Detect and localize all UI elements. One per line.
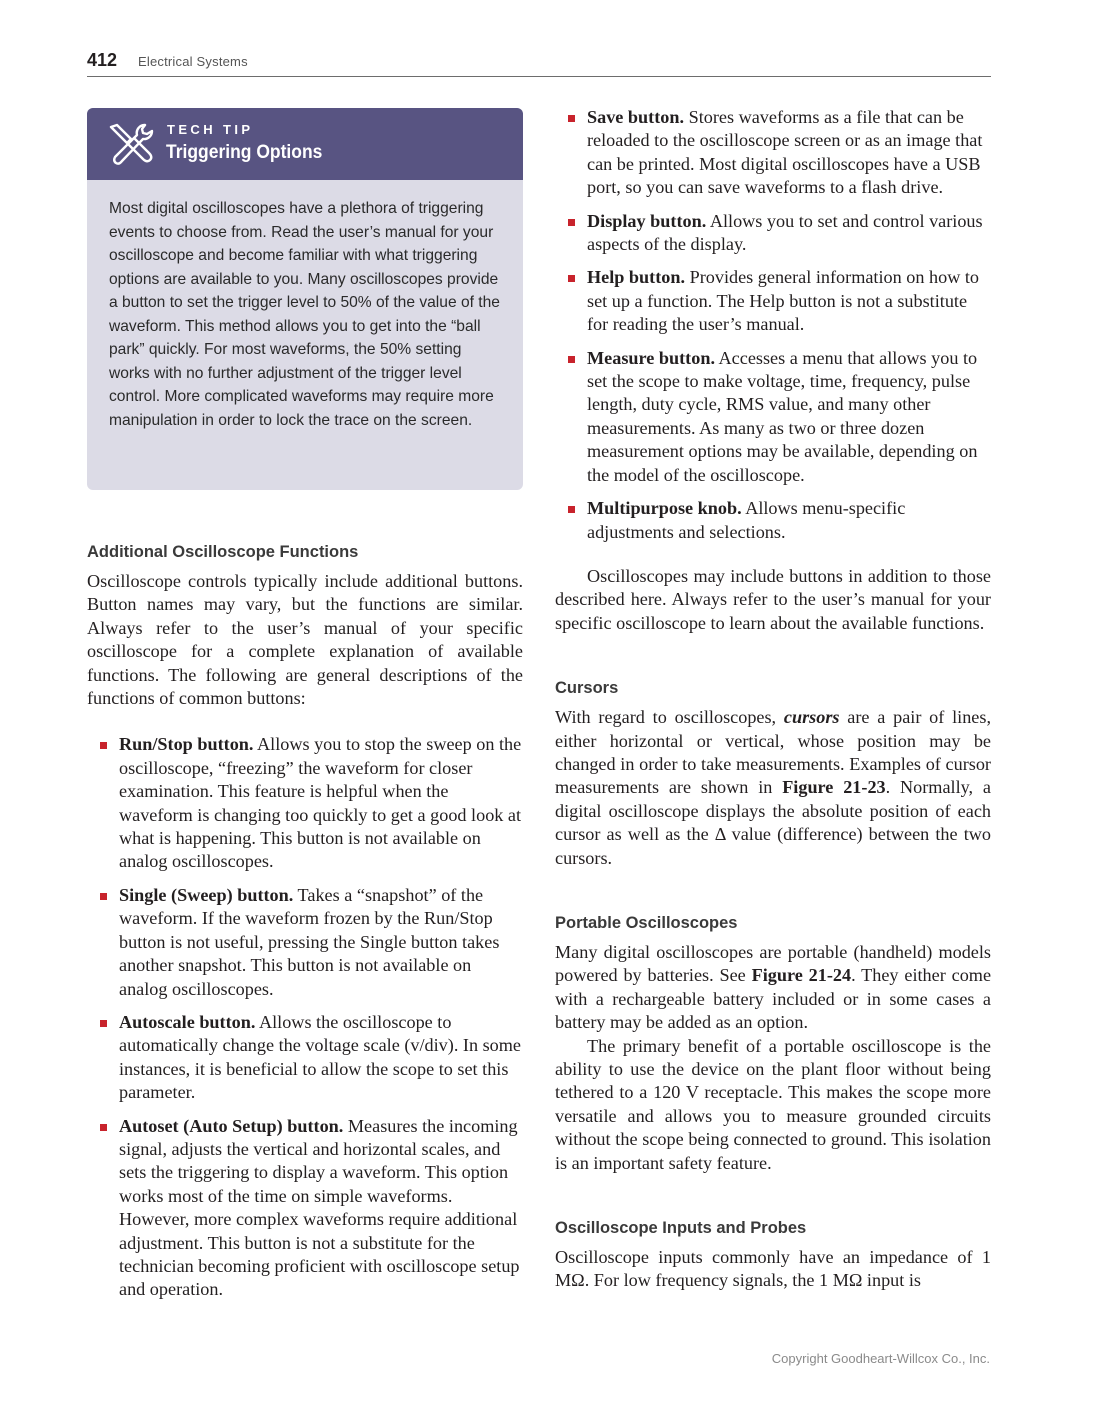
figure-ref-21-23: Figure 21-23 (782, 777, 886, 798)
portable-paragraph-2: The primary benefit of a portable oscilloscope is the ability to use the device on the plant floor without being tethered to a 120 V receptacle. This makes the scope more versatile and allows you to measure grounded circuits without the scope being connected to ground. This isolation is an important safety feature. (555, 1035, 991, 1173)
list-item: Save button. Stores waveforms as a file that can be reloaded to the oscilloscope screen or as an image that can be printed. Most digital oscilloscopes have a USB port, so you can save waveforms to a flash drive. (555, 106, 991, 200)
heading-additional-functions: Additional Oscilloscope Functions (87, 543, 359, 561)
tech-tip-title: Triggering Options (166, 142, 323, 163)
additional-functions-intro: Oscilloscope controls typically include additional buttons. Button names may vary, but the functions are similar. Always refer to the user’s manual of your specific oscilloscope for a complete explanation of available functions. The following are general descriptions of the functions of common buttons: (87, 571, 523, 709)
bullet-square (568, 219, 575, 226)
bullet-square (100, 893, 107, 900)
bullet-square (568, 506, 575, 513)
tech-tip-box (87, 108, 523, 490)
list-item: Help button. Provides general information on how to set up a function. The Help button is not a substitute for reading the user’s manual. (555, 266, 991, 336)
tech-tip-header (87, 108, 523, 180)
tools-icon (107, 121, 155, 169)
heading-portable: Portable Oscilloscopes (555, 913, 738, 932)
inputs-paragraph: Oscilloscope inputs commonly have an impedance of 1 MΩ. For low frequency signals, the 1 MΩ input is (555, 1247, 991, 1291)
portable-paragraph-1: Many digital oscilloscopes are portable (handheld) models powered by batteries. See Figure 21-24. They either come with a rechargeable battery included or in some cases a battery may be added as an option. (555, 941, 992, 1033)
list-item: Autoscale button. Allows the oscilloscope to automatically change the voltage scale (v/div). In some instances, it is beneficial to allow the scope to set this parameter. (87, 1011, 523, 1105)
list-item: Multipurpose knob. Allows menu-specific adjustments and selections. (555, 497, 991, 544)
tech-tip-kicker: TECH TIP (167, 122, 254, 137)
list-item: Display button. Allows you to set and control various aspects of the display. (555, 210, 991, 257)
left-column (87, 108, 523, 1312)
running-header (87, 50, 991, 77)
bullet-square (100, 1020, 107, 1027)
list-item: Single (Sweep) button. Takes a “snapshot” of the waveform. If the waveform frozen by the Run/Stop button is not useful, pressing the Single button takes another snapshot. This button is not available on analog oscilloscopes. (87, 884, 523, 1001)
bullet-square (568, 115, 575, 122)
bullet-square (568, 356, 575, 363)
page-number: 412 (87, 50, 118, 70)
copyright-footer: Copyright Goodheart-Willcox Co., Inc. (771, 1351, 990, 1366)
list-item: Run/Stop button. Allows you to stop the sweep on the oscilloscope, “freezing” the waveform for closer examination. This feature is helpful when the waveform is changing too quickly to get a good look at what is happening. This button is not available on analog oscilloscopes. (87, 733, 523, 873)
cursors-paragraph: With regard to oscilloscopes, cursors are a pair of lines, either horizontal or vertical, whose position may be changed in order to take measurements. Examples of cursor measurements are shown in Figure 21-23. Normally, a digital oscilloscope displays the absolute position of each cursor as well as the Δ value (difference) between the two cursors. (555, 707, 991, 868)
term-cursors: cursors (783, 707, 840, 728)
button-list-left (87, 733, 523, 1301)
bullet-square (568, 275, 575, 282)
heading-inputs-probes: Oscilloscope Inputs and Probes (555, 1219, 807, 1238)
right-column (555, 106, 991, 1293)
list-item: Measure button. Accesses a menu that allows you to set the scope to make voltage, time, frequency, pulse length, duty cycle, RMS value, and many other measurements. As many as two or three dozen measurement options may be available, depending on the model of the oscilloscope. (555, 347, 991, 487)
section-name: Electrical Systems (138, 54, 248, 69)
bullet-square (100, 1124, 107, 1131)
additional-functions-closing: Oscilloscopes may include buttons in addition to those described here. Always refer to the user’s manual for your specific oscilloscope to learn about the available functions. (555, 565, 991, 633)
figure-ref-21-24: Figure 21-24 (751, 965, 852, 986)
tech-tip-body: Most digital oscilloscopes have a plethora of triggering events to choose from. Read the user’s manual for your oscilloscope and become familiar with what triggering options are available to you. Many oscilloscopes provide a button to set the trigger level to 50% of the value of the waveform. This method allows you to get into the “ball park” quickly. For most waveforms, the 50% setting works with no further adjustment of the trigger level control. More complicated waveforms may require more manipulation in order to lock the trace on the screen. (109, 200, 500, 429)
bullet-square (100, 742, 107, 749)
button-list-right (555, 106, 991, 544)
heading-cursors: Cursors (555, 679, 619, 698)
list-item: Autoset (Auto Setup) button. Measures the incoming signal, adjusts the vertical and horizontal scales, and sets the triggering to display a waveform. This option works most of the time on simple waveforms. However, more complex waveforms require additional adjustment. This button is not a substitute for the technician becoming proficient with oscilloscope setup and operation. (87, 1115, 523, 1302)
